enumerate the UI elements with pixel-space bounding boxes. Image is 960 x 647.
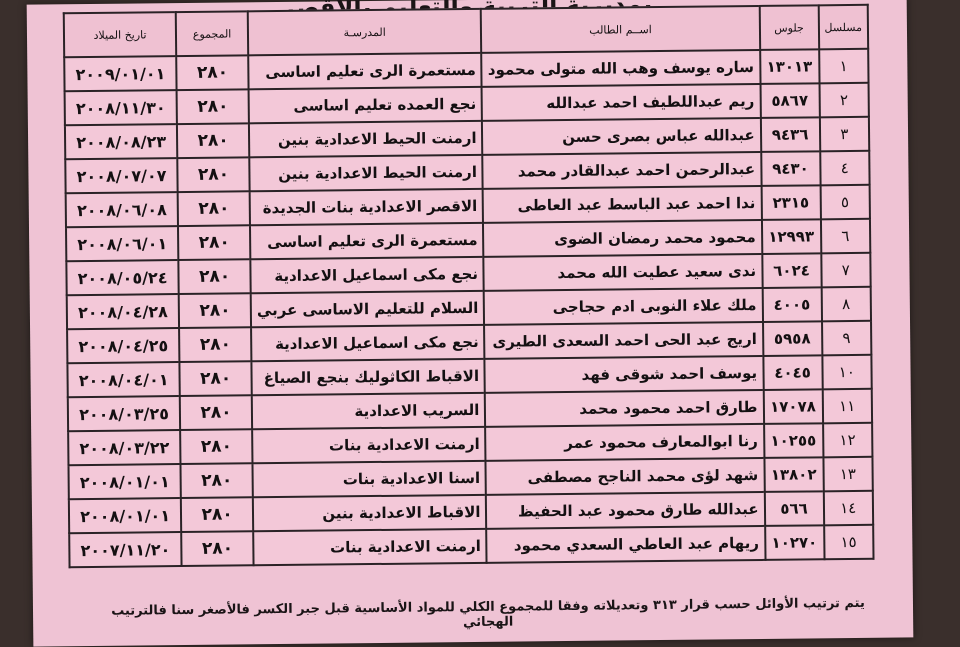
cell-seat: ٩٤٣٠ bbox=[761, 151, 820, 186]
cell-seat: ٩٤٣٦ bbox=[760, 117, 819, 152]
cell-name: عبدالله طارق محمود عبد الحفيظ bbox=[486, 492, 764, 529]
cell-total: ٢٨٠ bbox=[178, 191, 250, 226]
cell-serial: ٦ bbox=[820, 219, 870, 254]
cell-name: ندى سعيد عطيت الله محمد bbox=[484, 254, 762, 291]
cell-serial: ٧ bbox=[821, 253, 871, 288]
header-name: اســم الطالب bbox=[481, 6, 760, 53]
cell-total: ٢٨٠ bbox=[179, 293, 251, 328]
cell-total: ٢٨٠ bbox=[181, 463, 253, 498]
cell-name: يوسف احمد شوقى فهد bbox=[485, 356, 763, 393]
cell-name: عبدالله عباس بصرى حسن bbox=[482, 118, 760, 155]
cell-serial: ١٤ bbox=[823, 491, 873, 526]
cell-name: ملك علاء النوبى ادم حجاجى bbox=[484, 288, 762, 325]
header-school: المدرسـة bbox=[248, 9, 482, 55]
results-table bbox=[63, 4, 875, 568]
cell-school: نجع مكى اسماعيل الاعدادية bbox=[251, 325, 485, 361]
cell-total: ٢٨٠ bbox=[180, 361, 252, 396]
cell-total: ٢٨٠ bbox=[181, 497, 253, 532]
cell-name: ريم عبداللطيف احمد عبدالله bbox=[482, 84, 760, 121]
cell-school: ارمنت الحيط الاعدادية بنين bbox=[249, 121, 483, 157]
cell-dob: ٢٠٠٨/٠٨/٢٣ bbox=[65, 124, 178, 159]
cell-name: ساره يوسف وهب الله متولى محمود bbox=[482, 50, 760, 87]
cell-school: نجع العمده تعليم اساسى bbox=[249, 87, 483, 123]
cell-dob: ٢٠٠٨/٠٧/٠٧ bbox=[65, 158, 178, 193]
cell-serial: ٣ bbox=[819, 117, 869, 152]
cell-seat: ٦٠٢٤ bbox=[762, 253, 821, 288]
header-total: المجموع bbox=[176, 11, 248, 56]
cell-dob: ٢٠٠٨/٠٣/٢٥ bbox=[68, 396, 181, 431]
cell-total: ٢٨٠ bbox=[179, 327, 251, 362]
cell-serial: ٨ bbox=[821, 287, 871, 322]
cell-serial: ٩ bbox=[822, 321, 872, 356]
cell-seat: ١٧٠٧٨ bbox=[763, 389, 822, 424]
footnote: يتم ترتيب الأوائل حسب قرار ٣١٣ وتعديلاته وفقا للمجموع الكلي للمواد الأساسية قبل جبر الكسر فالأصغر سنا فالترتيب الهجائي bbox=[111, 595, 865, 631]
results-sheet bbox=[27, 0, 914, 647]
cell-serial: ١٣ bbox=[823, 457, 873, 492]
cell-seat: ٤٠٤٥ bbox=[763, 355, 822, 390]
cell-seat: ٥٩٥٨ bbox=[763, 321, 822, 356]
cell-dob: ٢٠٠٨/٠١/٠١ bbox=[68, 464, 181, 499]
header-seat: جلوس bbox=[759, 5, 818, 50]
cell-total: ٢٨٠ bbox=[177, 157, 249, 192]
cell-total: ٢٨٠ bbox=[177, 123, 249, 158]
cell-name: اريج عبد الحى احمد السعدى الطيرى bbox=[485, 322, 763, 359]
cell-school: اسنا الاعدادية بنات bbox=[252, 461, 486, 497]
cell-dob: ٢٠٠٨/٠٤/٠١ bbox=[67, 362, 180, 397]
cell-serial: ١١ bbox=[822, 389, 872, 424]
cell-name: شهد لؤى محمد الناجح مصطفى bbox=[486, 458, 764, 495]
cell-dob: ٢٠٠٨/٠٤/٢٨ bbox=[67, 294, 180, 329]
cell-school: الاقصر الاعدادية بنات الجديدة bbox=[250, 189, 484, 225]
cell-total: ٢٨٠ bbox=[177, 89, 249, 124]
cell-serial: ١٠ bbox=[822, 355, 872, 390]
cell-serial: ٤ bbox=[820, 151, 870, 186]
cell-total: ٢٨٠ bbox=[181, 531, 253, 566]
cell-name: ندا احمد عبد الباسط عبد العاطى bbox=[483, 186, 761, 223]
cell-serial: ١ bbox=[819, 49, 869, 84]
cell-seat: ٥٨٦٧ bbox=[760, 83, 819, 118]
cell-name: رنا ابوالمعارف محمود عمر bbox=[486, 424, 764, 461]
cell-dob: ٢٠٠٨/٠١/٠١ bbox=[69, 498, 182, 533]
cell-seat: ١٢٩٩٣ bbox=[762, 219, 821, 254]
table-body bbox=[64, 49, 873, 567]
cell-seat: ٥٦٦ bbox=[764, 491, 823, 526]
cell-dob: ٢٠٠٩/٠١/٠١ bbox=[64, 56, 177, 91]
cell-school: السريب الاعدادية bbox=[252, 393, 486, 429]
cell-dob: ٢٠٠٨/٠٣/٢٢ bbox=[68, 430, 181, 465]
cell-serial: ١٥ bbox=[824, 525, 874, 560]
cell-school: نجع مكى اسماعيل الاعدادية bbox=[250, 257, 484, 293]
cell-total: ٢٨٠ bbox=[179, 259, 251, 294]
cell-school: مستعمرة الرى تعليم اساسى bbox=[250, 223, 484, 259]
cell-serial: ٢ bbox=[819, 83, 869, 118]
cell-name: محمود محمد رمضان الضوى bbox=[483, 220, 761, 257]
cell-school: الاقباط الاعدادية بنين bbox=[253, 495, 487, 531]
cell-school: ارمنت الحيط الاعدادية بنين bbox=[249, 155, 483, 191]
cell-school: ارمنت الاعدادية بنات bbox=[253, 529, 487, 565]
cell-seat: ١٠٢٧٠ bbox=[765, 525, 824, 560]
cell-seat: ٢٣١٥ bbox=[761, 185, 820, 220]
cell-name: عبدالرحمن احمد عبدالقادر محمد bbox=[483, 152, 761, 189]
cell-seat: ١٣٨٠٢ bbox=[764, 457, 823, 492]
cell-serial: ١٢ bbox=[823, 423, 873, 458]
cell-seat: ١٣٠١٣ bbox=[760, 49, 819, 84]
cell-school: مستعمرة الرى تعليم اساسى bbox=[248, 53, 482, 89]
header-serial: مسلسل bbox=[818, 5, 868, 50]
cell-school: الاقباط الكاثوليك بنجع الصياغ bbox=[251, 359, 485, 395]
cell-dob: ٢٠٠٨/٠٦/٠١ bbox=[66, 226, 179, 261]
cell-total: ٢٨٠ bbox=[180, 429, 252, 464]
cell-school: ارمنت الاعدادية بنات bbox=[252, 427, 486, 463]
cell-seat: ١٠٢٥٥ bbox=[764, 423, 823, 458]
header-dob: تاريخ الميلاد bbox=[64, 12, 177, 57]
cell-total: ٢٨٠ bbox=[178, 225, 250, 260]
cell-dob: ٢٠٠٨/٠٦/٠٨ bbox=[66, 192, 179, 227]
cell-school: السلام للتعليم الاساسى عربي bbox=[251, 291, 485, 327]
cell-total: ٢٨٠ bbox=[176, 55, 248, 90]
table-row bbox=[69, 525, 873, 567]
cell-name: طارق احمد محمود محمد bbox=[485, 390, 763, 427]
cell-dob: ٢٠٠٨/٠٥/٢٤ bbox=[66, 260, 179, 295]
cell-dob: ٢٠٠٧/١١/٢٠ bbox=[69, 532, 182, 567]
cell-dob: ٢٠٠٨/١١/٣٠ bbox=[65, 90, 178, 125]
cell-total: ٢٨٠ bbox=[180, 395, 252, 430]
cell-serial: ٥ bbox=[820, 185, 870, 220]
cell-dob: ٢٠٠٨/٠٤/٢٥ bbox=[67, 328, 180, 363]
cell-seat: ٤٠٠٥ bbox=[762, 287, 821, 322]
cell-name: ريهام عبد العاطي السعدي محمود bbox=[487, 526, 765, 563]
